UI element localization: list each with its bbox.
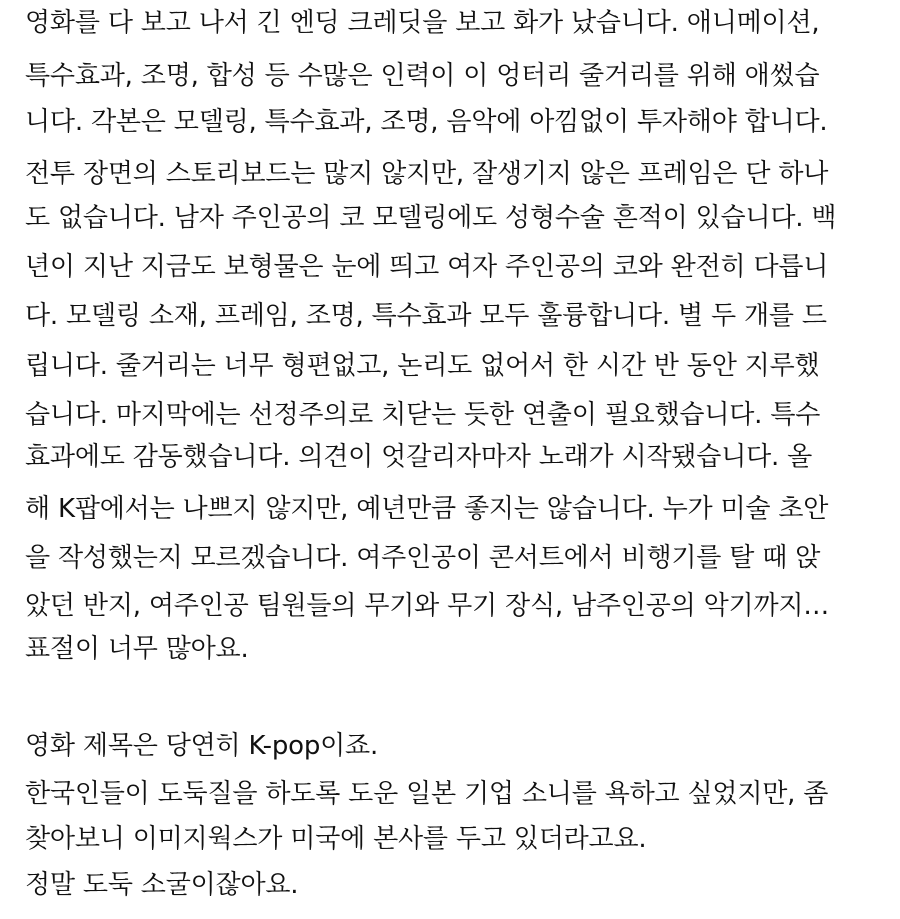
text-line: 정말 도둑 소굴이잖아요. bbox=[25, 870, 299, 900]
text-line: 았던 반지, 여주인공 팀원들의 무기와 무기 장식, 남주인공의 악기까지… bbox=[25, 591, 830, 621]
text-line: 습니다. 마지막에는 선정주의로 치닫는 듯한 연출이 필요했습니다. 특수 bbox=[25, 400, 821, 430]
text-line: 도 없습니다. 남자 주인공의 코 모델링에도 성형수술 흔적이 있습니다. 백 bbox=[25, 203, 837, 233]
text-line: 한국인들이 도둑질을 하도록 도운 일본 기업 소니를 욕하고 싶었지만, 좀 bbox=[25, 779, 829, 809]
text-line: 찾아보니 이미지웍스가 미국에 본사를 두고 있더라고요. bbox=[25, 824, 647, 854]
text-line: 다. 모델링 소재, 프레임, 조명, 특수효과 모두 훌륭합니다. 별 두 개를 드 bbox=[25, 301, 827, 331]
text-line: 해 K팝에서는 나쁘지 않지만, 예년만큼 좋지는 않습니다. 누가 미술 초안 bbox=[25, 494, 829, 524]
text-line: 니다. 각본은 모델링, 특수효과, 조명, 음악에 아낌없이 투자해야 합니다. bbox=[25, 107, 828, 137]
text-line: 영화 제목은 당연히 K-pop이죠. bbox=[25, 731, 379, 761]
text-line: 영화를 다 보고 나서 긴 엔딩 크레딧을 보고 화가 났습니다. 애니메이션, bbox=[25, 8, 820, 38]
text-line: 특수효과, 조명, 합성 등 수많은 인력이 이 엉터리 줄거리를 위해 애썼습 bbox=[25, 61, 820, 91]
text-line: 립니다. 줄거리는 너무 형편없고, 논리도 없어서 한 시간 반 동안 지루했 bbox=[25, 351, 820, 381]
text-line: 표절이 너무 많아요. bbox=[25, 634, 249, 664]
text-line: 전투 장면의 스토리보드는 많지 않지만, 잘생기지 않은 프레임은 단 하나 bbox=[25, 159, 829, 189]
text-line: 효과에도 감동했습니다. 의견이 엇갈리자마자 노래가 시작됐습니다. 올 bbox=[25, 442, 813, 472]
text-line: 년이 지난 지금도 보형물은 눈에 띄고 여자 주인공의 코와 완전히 다릅니 bbox=[25, 252, 829, 282]
text-line: 을 작성했는지 모르겠습니다. 여주인공이 콘서트에서 비행기를 탈 때 앉 bbox=[25, 543, 821, 573]
